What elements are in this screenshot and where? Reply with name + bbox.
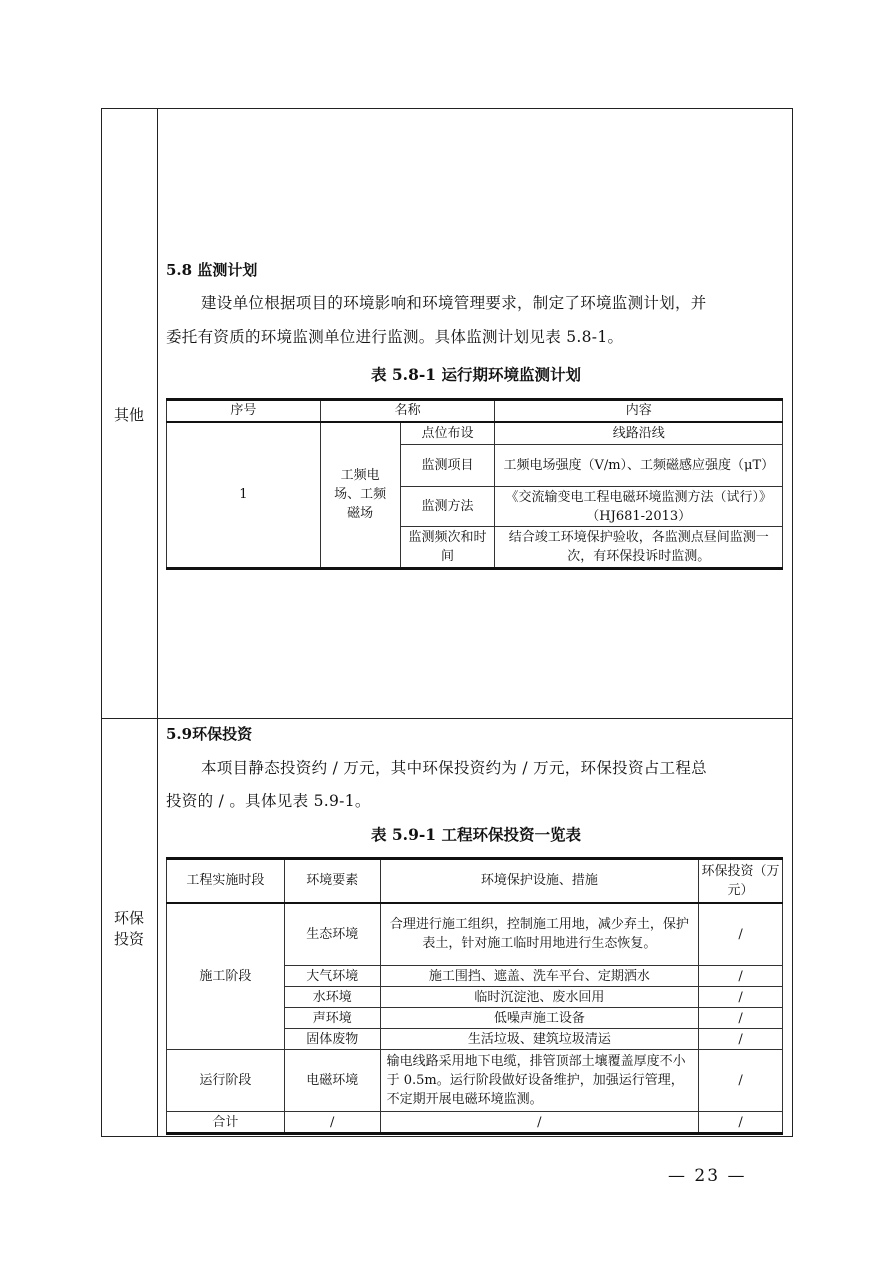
investment-cell: / [699,903,783,966]
row-value: 工频电场强度（V/m）、工频磁感应强度（μT） [495,445,783,487]
section-5-8-paragraph-line1: 建设单位根据项目的环境影响和环境管理要求，制定了环境监测计划，并 [201,294,707,312]
total-measure: / [380,1112,698,1134]
table-row [167,903,783,966]
total-investment: / [699,1112,783,1134]
investment-cell: / [699,1029,783,1050]
table-total-row [167,1112,783,1134]
measure-cell: 合理进行施工组织，控制施工用地，减少弃土，保护表土，针对施工临时用地进行生态恢复。 [380,903,698,966]
element-cell: 大气环境 [284,966,380,987]
header-measures: 环境保护设施、措施 [380,859,698,903]
header-no: 序号 [167,400,321,422]
investment-cell: / [699,1050,783,1112]
element-cell: 生态环境 [284,903,380,966]
measure-cell: 输电线路采用地下电缆，排管顶部土壤覆盖厚度不小于 0.5m。运行阶段做好设备维护，加强运行管理，不定期开展电磁环境监测。 [380,1050,698,1112]
table-5-8-1-caption: 表 5.8-1 运行期环境监测计划 [371,365,581,384]
header-name: 名称 [320,400,495,422]
section-5-9-heading: 5.9环保投资 [166,725,253,743]
element-cell: 电磁环境 [284,1050,380,1112]
investment-cell: / [699,1008,783,1029]
monitoring-item-name: 工频电场、工频磁场 [320,422,400,569]
stage-construction: 施工阶段 [167,903,285,1050]
row-value: 《交流输变电工程电磁环境监测方法（试行）》（HJ681-2013） [495,487,783,527]
label-column-divider [157,108,158,1137]
measure-cell: 施工围挡、遮盖、洗车平台、定期洒水 [380,966,698,987]
page-number: — 23 — [668,1166,747,1186]
section-5-8-heading: 5.8 监测计划 [166,261,258,279]
section-5-8-paragraph-line2: 委托有资质的环境监测单位进行监测。具体监测计划见表 5.8-1。 [166,328,624,346]
row-label: 监测方法 [400,487,495,527]
total-element: / [284,1112,380,1134]
element-cell: 固体废物 [284,1029,380,1050]
investment-cell: / [699,987,783,1008]
measure-cell: 临时沉淀池、废水回用 [380,987,698,1008]
table-5-9-1-caption: 表 5.9-1 工程环保投资一览表 [371,825,581,844]
side-label-env-investment: 环保 投资 [113,909,144,948]
header-element: 环境要素 [284,859,380,903]
section-5-9-paragraph-line1: 本项目静态投资约 / 万元，其中环保投资约为 / 万元，环保投资占工程总 [201,759,707,777]
row-number: 1 [167,422,321,569]
row-value: 线路沿线 [495,422,783,445]
row-label: 监测频次和时间 [400,527,495,569]
measure-cell: 生活垃圾、建筑垃圾清运 [380,1029,698,1050]
row-value: 结合竣工环境保护验收，各监测点昼间监测一次，有环保投诉时监测。 [495,527,783,569]
investment-cell: / [699,966,783,987]
element-cell: 声环境 [284,1008,380,1029]
section-5-9-paragraph-line2: 投资的 / 。具体见表 5.9-1。 [166,792,371,810]
header-investment: 环保投资（万元） [699,859,783,903]
measure-cell: 低噪声施工设备 [380,1008,698,1029]
total-label: 合计 [167,1112,285,1134]
header-content: 内容 [495,400,783,422]
row-label: 点位布设 [400,422,495,445]
section-row-divider [101,718,793,719]
side-label-other: 其他 [113,406,144,424]
header-stage: 工程实施时段 [167,859,285,903]
table-row [167,422,783,445]
table-row [167,1050,783,1112]
row-label: 监测项目 [400,445,495,487]
monitoring-plan-table [166,398,783,570]
table-header-row [167,400,783,422]
table-header-row [167,859,783,903]
stage-operation: 运行阶段 [167,1050,285,1112]
env-investment-table [166,857,783,1135]
element-cell: 水环境 [284,987,380,1008]
